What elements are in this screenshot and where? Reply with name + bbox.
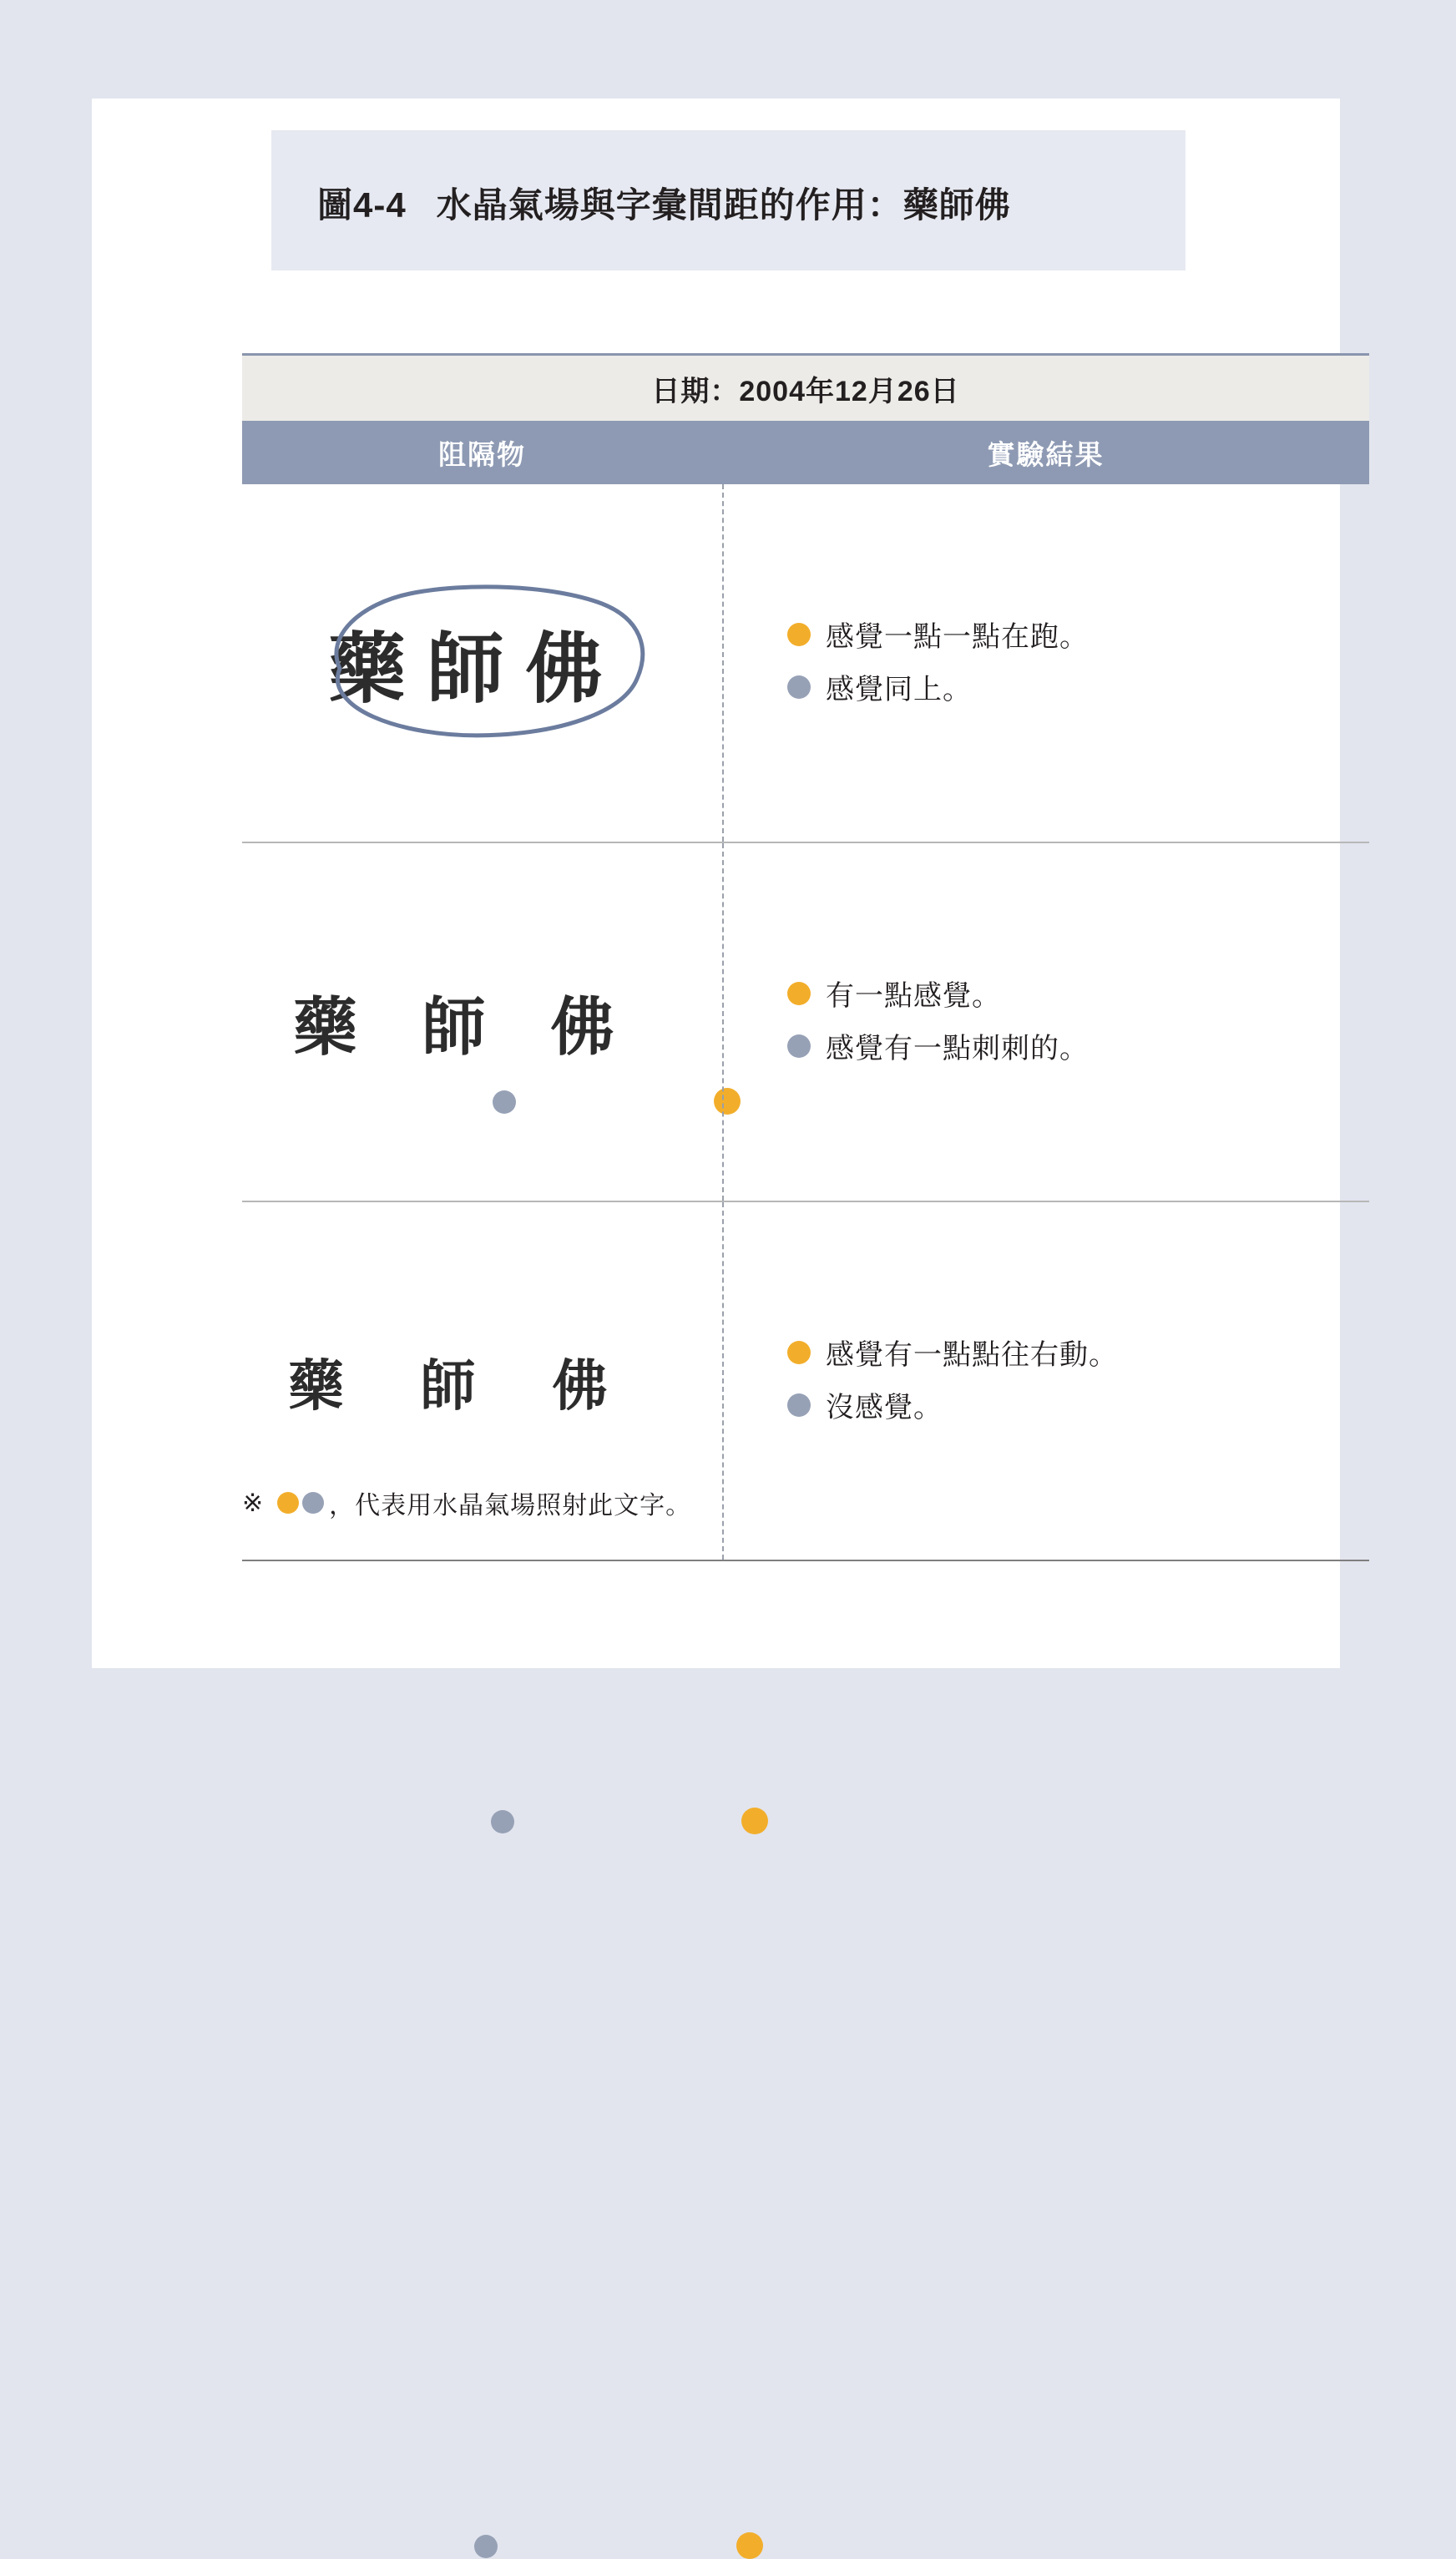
specimen-spaced-wide [242,1342,722,1421]
bullet-orange-icon [787,982,811,1005]
bullet-grey-icon [787,1034,811,1058]
bullet-grey-icon [787,1393,811,1417]
result-text: 有一點感覺。 [826,980,1001,1012]
result-cell [722,484,1369,842]
result-list [722,966,1089,1078]
figure-page [92,99,1340,1668]
bullet-orange-icon [277,1492,299,1514]
specimen-text: 藥師佛 [293,989,680,1065]
marker-dot-grey [474,2535,498,2558]
bullet-orange-icon [787,623,811,646]
bullet-grey-icon [302,1492,324,1514]
specimen-circled [242,603,722,723]
marker-dot-orange [736,2532,763,2559]
result-cell [722,843,1369,1201]
list-item [787,973,1089,1014]
column-header-barrier: 阻隔物 [438,438,526,470]
barrier-cell [242,843,722,1201]
result-list [722,1325,1118,1437]
list-item [787,1384,1118,1425]
result-text: 感覺同上。 [826,674,972,705]
footnote [242,1484,691,1521]
experiment-table [242,353,1369,1561]
footnote-mark: ※ [242,1489,265,1517]
result-text: 感覺有一點刺刺的。 [826,1033,1089,1065]
table-row [242,843,1369,1202]
figure-title-label: 水晶氣場與字彙間距的作用：藥師佛 [436,185,1011,225]
bullet-grey-icon [787,675,811,699]
result-list [722,607,1089,719]
barrier-cell [242,484,722,842]
marker-dot-grey [491,1810,514,1833]
page-title [317,178,1011,228]
result-cell [722,1202,1369,1560]
bullet-orange-icon [787,1341,811,1364]
specimen-text: 藥師佛 [288,1353,685,1419]
list-item [787,1025,1089,1066]
list-item [787,666,1089,707]
table-row [242,484,1369,843]
specimen-text: 藥師佛 [328,624,624,714]
footnote-text: ，代表用水晶氣場照射此文字。 [329,1492,692,1520]
marker-dot-orange [741,1808,768,1834]
table-header-row [242,421,1369,484]
list-item [787,1332,1118,1373]
list-item [787,614,1089,655]
table-date-row [242,353,1369,421]
table-date-label: 日期：2004年12月26日 [651,375,960,407]
result-text: 感覺一點一點在跑。 [826,621,1089,653]
specimen-spaced-medium [242,977,722,1068]
result-text: 沒感覺。 [826,1392,943,1424]
result-text: 感覺有一點點往右動。 [826,1339,1118,1371]
figure-number: 圖4-4 [317,185,407,225]
column-header-result: 實驗結果 [987,438,1105,470]
